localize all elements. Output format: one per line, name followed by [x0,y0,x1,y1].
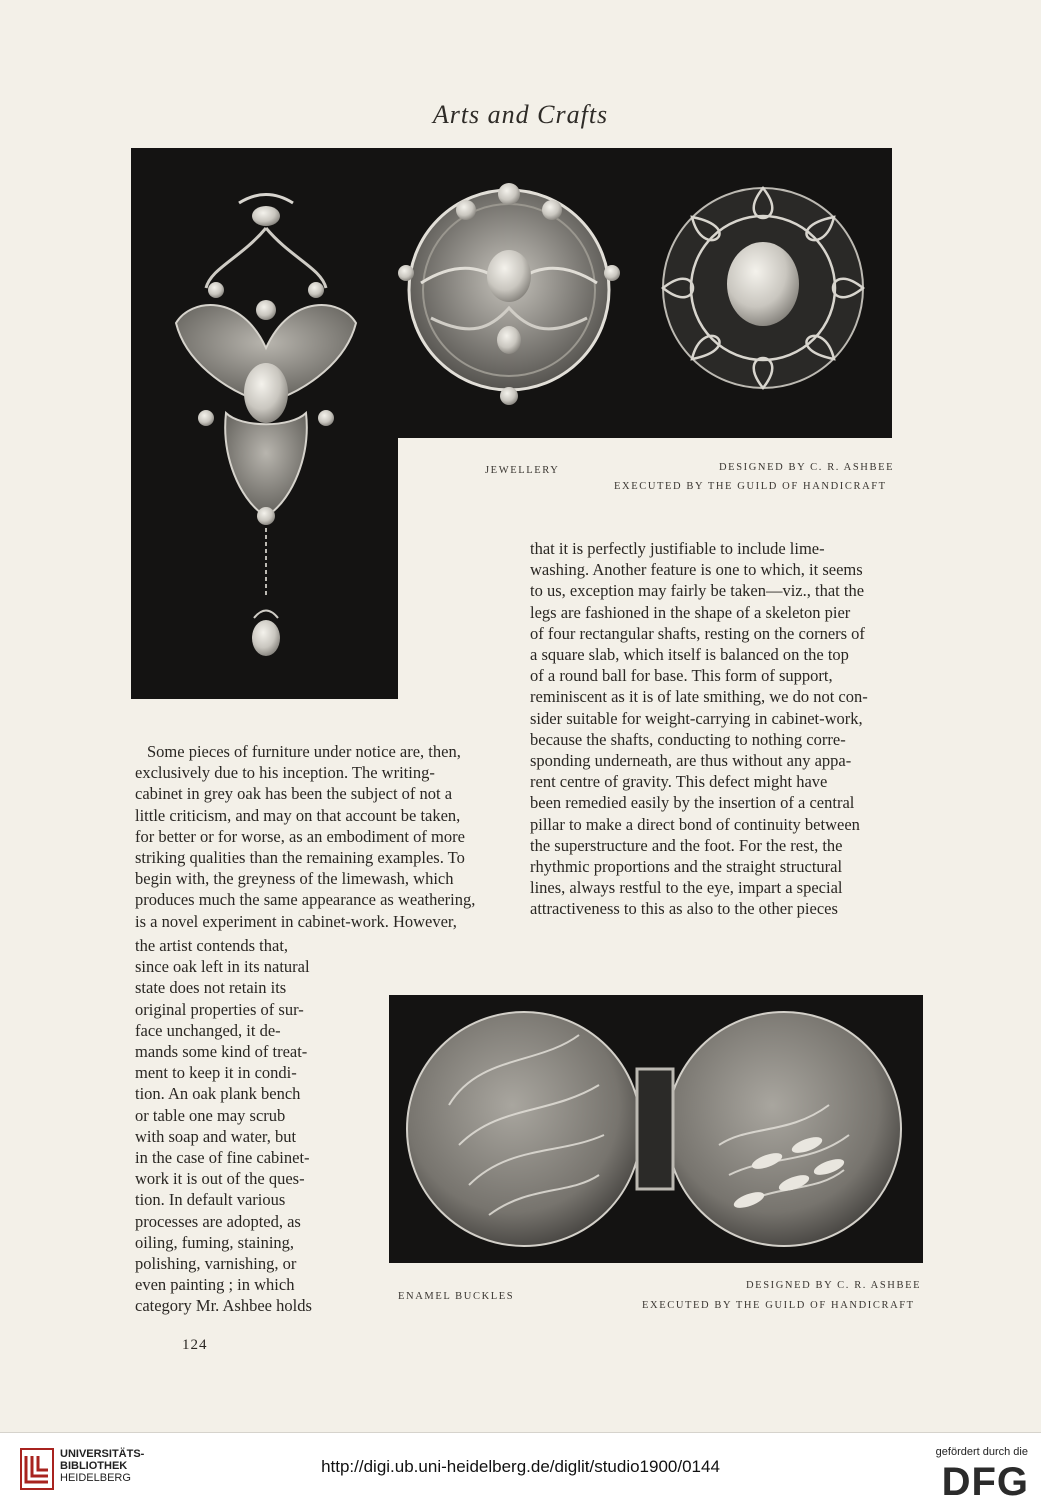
plate2-credit-exec: EXECUTED BY THE GUILD OF HANDICRAFT [642,1300,915,1311]
text-line: sider suitable for weight-carrying in cabinet-work, [530,708,863,728]
plate1-credit-exec: EXECUTED BY THE GUILD OF HANDICRAFT [614,481,887,492]
text-line: or table one may scrub [135,1105,286,1125]
dfg-logo: DFG [941,1460,1029,1504]
text-line: Some pieces of furniture under notice are, then, [147,742,461,761]
enamel-buckles-photo-plate [389,995,923,1263]
text-line: rhythmic proportions and the straight structural [530,857,843,877]
text-line: legs are fashioned in the shape of a skeleton pier [530,602,851,622]
pendant [176,195,356,657]
text-line: original properties of sur- [135,999,304,1019]
plate2-title: ENAMEL BUCKLES [398,1291,515,1302]
text-line: oiling, fuming, staining, [135,1232,295,1252]
text-line: of four rectangular shafts, resting on the corners of [530,623,865,643]
text-line: been remedied easily by the insertion of a central [530,793,855,813]
text-line: polishing, varnishing, or [135,1254,297,1274]
text-line: pillar to make a direct bond of continuity between [530,814,860,834]
text-line: work it is out of the ques- [135,1169,305,1189]
permalink-url[interactable]: http://digi.ub.uni-heidelberg.de/diglit/studio1900/0144 [321,1457,720,1476]
library-name-line1: UNIVERSITÄTS- [60,1448,145,1460]
plate2-credit-design: DESIGNED BY C. R. ASHBEE [746,1280,922,1291]
text-line: of a round ball for base. This form of support, [530,666,833,686]
narrow-column-text [135,935,340,1317]
text-line: face unchanged, it de- [135,1020,281,1040]
text-line: tion. In default various [135,1190,286,1210]
text-line: rent centre of gravity. This defect might have [530,772,828,792]
text-line: since oak left in its natural [135,957,310,977]
text-line: the artist contends that, [135,936,289,955]
text-line: ment to keep it in condi- [135,1063,297,1083]
page-number: 124 [182,1337,208,1353]
library-name-line3: HEIDELBERG [60,1472,131,1484]
text-line: processes are adopted, as [135,1211,301,1231]
text-line: to us, exception may fairly be taken—viz., that the [530,581,865,601]
plate1-credit-design: DESIGNED BY C. R. ASHBEE [719,462,895,473]
text-line: because the shafts, conducting to nothing corre- [530,729,846,749]
text-line: attractiveness to this as also to the other pieces [530,899,838,919]
text-line: washing. Another feature is one to which, it seems [530,560,863,580]
text-line: with soap and water, but [135,1126,297,1146]
text-line: mands some kind of treat- [135,1042,308,1062]
right-column-text [530,538,922,920]
text-line: a square slab, which itself is balanced on the top [530,645,849,665]
text-line: category Mr. Ashbee holds [135,1296,312,1316]
text-line: for better or for worse, as an embodiment of more [135,826,465,846]
brooch [398,183,620,405]
text-line: begin with, the greyness of the limewash, which [135,869,454,889]
text-line: produces much the same appearance as weathering, [135,890,476,910]
text-line: even painting ; in which [135,1275,295,1295]
plate1-title: JEWELLERY [485,465,560,476]
text-line: sponding underneath, are thus without any appa- [530,751,852,771]
text-line: the superstructure and the foot. For the rest, the [530,835,843,855]
text-line: in the case of fine cabinet- [135,1148,310,1168]
funded-by-label: gefördert durch die [935,1446,1028,1458]
running-title: Arts and Crafts [432,100,609,129]
text-line: little criticism, and may on that account be taken, [135,805,461,825]
buckles-illustration [389,995,923,1263]
text-line: state does not retain its [135,978,287,998]
wire-brooch [663,188,863,388]
text-line: cabinet in grey oak has been the subject of not a [135,784,453,804]
text-line: exclusively due to his inception. The writing- [135,763,435,783]
text-line: lines, always restful to the eye, impart a special [530,878,843,898]
text-line: tion. An oak plank bench [135,1084,301,1104]
library-name-line2: BIBLIOTHEK [60,1460,128,1472]
text-line: that it is perfectly justifiable to include lime- [530,539,825,558]
text-line: reminiscent as it is of late smithing, we do not con- [530,687,868,707]
text-line: is a novel experiment in cabinet-work. However, [135,911,457,931]
left-column-text [135,741,520,932]
text-line: striking qualities than the remaining examples. To [135,848,465,868]
